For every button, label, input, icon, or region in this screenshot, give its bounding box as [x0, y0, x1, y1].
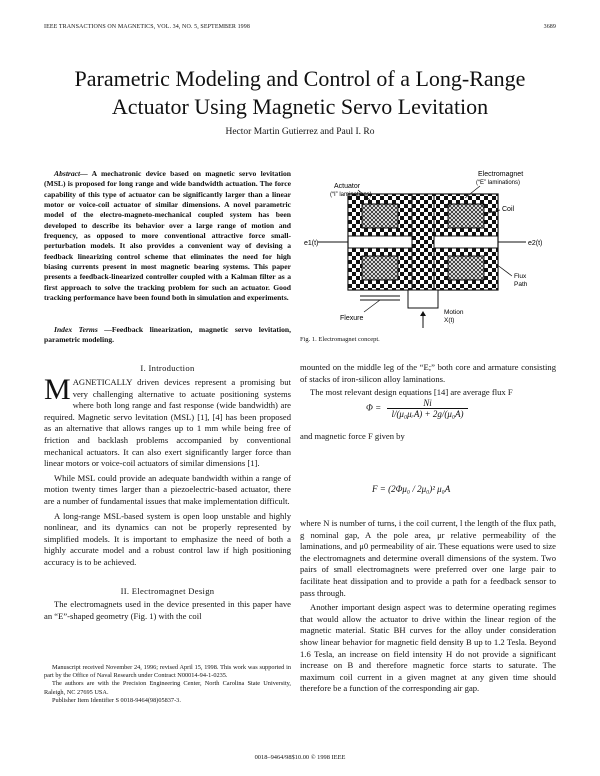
page-number: 3689 [543, 24, 556, 30]
figure-coil-2 [362, 256, 398, 280]
footnote-2: The authors are with the Precision Engineering Center, North Carolina State University, Raleigh, NC 27695 USA. [44, 680, 291, 696]
right-col-mid [300, 431, 556, 443]
equation-flux-lhs: Φ = [366, 402, 382, 413]
figure-label-e2: e2(t) [528, 240, 543, 247]
authors: Hector Martin Gutierrez and Paul I. Ro [225, 127, 375, 137]
figure-base [408, 290, 438, 308]
intro-text [44, 373, 291, 569]
index-terms-label: Index Terms — [54, 325, 112, 334]
equation-flux [366, 398, 468, 419]
abstract-label: Abstract— [54, 169, 88, 178]
figure-caption: Fig. 1. Electromagnet concept. [300, 336, 380, 343]
figure-label-electromagnet: Electromagnet [478, 171, 524, 178]
right-col-top [300, 362, 556, 399]
index-terms [44, 325, 291, 346]
figure-label-coil: Coil [502, 206, 515, 213]
footnote-3: Publisher Item Identifier S 0018-9464(98)05837-3. [52, 696, 181, 704]
right-para-1: mounted on the middle leg of the “E;” both core and armature consisting of stacks of iron-silicon alloy laminations. [300, 362, 556, 384]
footnote-1: Manuscript received November 24, 1996; revised April 15, 1998. This work was supported in part by the Office of Naval Research under Contract N00014-94-1-0235. [44, 664, 291, 680]
intro-para-2: While MSL could provide an adequate bandwidth within a range of motion twenty times larger than a piezoelectric-based actuator, there are a number of fundamental issues that make implementation difficult. [44, 472, 291, 506]
abstract [44, 169, 291, 303]
copyright-footer: 0018–9464/98$10.00 © 1998 IEEE [254, 754, 346, 761]
figure-coil-1 [362, 204, 398, 228]
figure-label-actuator-sub: (“I” laminations) [330, 192, 372, 198]
drop-cap: M [44, 373, 71, 406]
figure-label-flux: Flux [514, 273, 527, 280]
figure-label-actuator: Actuator [334, 183, 361, 190]
section-heading-intro: I. Introduction [140, 363, 195, 373]
figure-label-x: X(t) [444, 317, 455, 324]
equation-flux-numerator: Ni [387, 398, 467, 409]
journal-header: IEEE TRANSACTIONS ON MAGNETICS, VOL. 34, NO. 5, SEPTEMBER 1998 [44, 24, 250, 30]
title-line-2: Actuator Using Magnetic Servo Levitation [111, 94, 489, 119]
footnotes [44, 664, 291, 705]
right-para-4: where N is number of turns, i the coil current, l the length of the flux path, g nominal gap, A the pole area, μr relative permeability of the laminations, and μ0 permeability of air. These equations were used to size the electromagnets and determine overall dimensions of the system. Two pairs of small electromagnets were preferred over one large pair to facilitate heat dissipation and to provide a path for a feedback sensor to pass through. [300, 518, 556, 598]
right-col-bottom [300, 518, 556, 695]
section-heading-electromagnet: II. Electromagnet Design [120, 586, 215, 596]
figure-label-path: Path [514, 281, 528, 288]
section2-text [44, 599, 291, 622]
intro-para-3: A long-range MSL-based system is open loop unstable and highly nonlinear, and its dynamics can not be properly represented by simplified models. It is important to emphasize the need of both a highly accurate model and a robust control law if high positioning accuracy is to be achieved. [44, 510, 291, 567]
figure-coil-3 [448, 204, 484, 228]
paper-title [0, 65, 600, 121]
figure-label-motion: Motion [444, 309, 464, 316]
figure-flexure-lines [360, 296, 400, 300]
intro-para-1: AGNETICALLY driven devices represent a promising but very challenging alternative to actuate positioning systems where both long range and fast response (wide bandwidth) are required. Magnetic servo levitation (MSL) [1], [4] has been proposed as an alternative that allows ranges up to 1 mm while being free of friction and backlash problems accompanied by conventional mechanical actuators. It can also exert significantly larger force than linear motors or voice-coil actuators of similar dimensions [1]. [44, 377, 291, 469]
equation-force: F = (2Φμ₀ / 2μ₀)² μ₀A [372, 484, 451, 494]
right-para-2: The most relevant design equations [14] are average flux F [310, 387, 513, 398]
abstract-text: A mechatronic device based on magnetic servo levitation (MSL) is proposed for long range and wide bandwidth actuation. The force capability of this type of actuator can be significantly larger than a linear motor or voice-coil actuator of similar dimensions. A novel parametric model of the electro-magneto-mechanical coupled system has been developed to describe its behavior over a large range of motion and frequency, as opposed to more conventional attractive force small-perturbation models. It also provides a convenient way of devising a feedback linearizing control scheme that eliminates the need for high biasing currents present in most magnetic bearing systems. This paper presents a feedback-linearized controller coupled with a Kalman filter as a first approach to solve the tracking problem for such an actuator. Good tracking performance have been found both in simulation and experiments. [44, 169, 291, 303]
figure-label-e1: e1(t) [304, 240, 319, 247]
figure-coil-4 [448, 256, 484, 280]
figure-motion-arrowhead [420, 311, 426, 316]
section2-para-1: The electromagnets used in the device presented in this paper have an “E”-shaped geometry (Fig. 1) with the coil [44, 599, 291, 621]
figure-label-flexure: Flexure [340, 315, 364, 322]
right-para-3: and magnetic force F given by [300, 431, 405, 441]
title-line-1: Parametric Modeling and Control of a Long-Range [74, 66, 526, 91]
figure-armature [412, 194, 434, 290]
electromagnet-figure [300, 164, 562, 332]
index-terms-text: Feedback linearization, magnetic servo levitation, parametric modeling. [44, 325, 291, 345]
figure-label-electromagnet-sub: (“E” laminations) [476, 180, 521, 186]
right-para-5: Another important design aspect was to determine operating regimes that would allow the actuator to drive within the linear region of the magnetic material. Static BH curves for the alloy under consideration show linear behavior for magnetic field density B up to 1.2 Tesla. Beyond 1.6 Tesla, an increase on field intensity H do not provide a significant increase on B and therefore magnetic force starts to saturate. The maximum coil current in a given magnet at any given time should therefore be a function of the corresponding air gap. [300, 602, 556, 694]
equation-flux-denominator: l/(μ₀μᵣA) + 2g/(μ₀A) [391, 409, 464, 419]
figure-leader-flexure [364, 300, 380, 312]
